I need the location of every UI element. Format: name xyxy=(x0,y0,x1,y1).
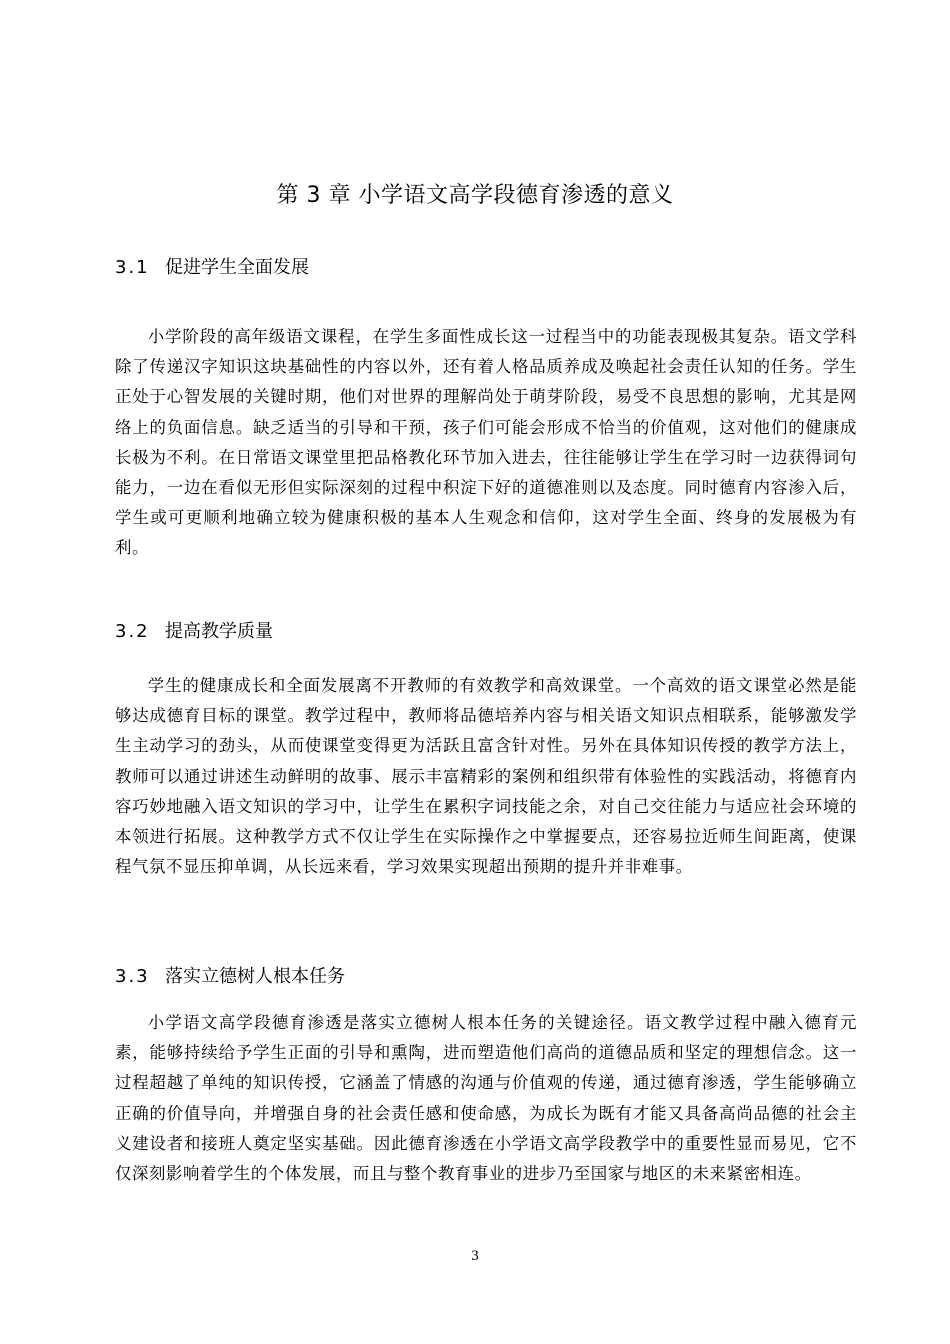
section-paragraph-3-1: 小学阶段的高年级语文课程，在学生多面性成长这一过程当中的功能表现极其复杂。语文学科除了传递汉字知识这块基础性的内容以外，还有着人格品质养成及唤起社会责任认知的任务。学生正处于心智发展的关键时期，他们对世界的理解尚处于萌芽阶段，易受不良思想的影响，尤其是网络上的负面信息。缺乏适当的引导和干预，孩子们可能会形成不恰当的价值观，这对他们的健康成长极为不利。在日常语文课堂里把品格教化环节加入进去，往往能够让学生在学习时一边获得词句能力，一边在看似无形但实际深刻的过程中积淀下好的道德准则以及态度。同时德育内容渗入后，学生或可更顺利地确立较为健康积极的基本人生观念和信仰，这对学生全面、终身的发展极为有利。 xyxy=(115,327,857,558)
section-title: 促进学生全面发展 xyxy=(165,257,309,278)
section-paragraph-3-3: 小学语文高学段德育渗透是落实立德树人根本任务的关键途径。语文教学过程中融入德育元素，能够持续给予学生正面的引导和熏陶，进而塑造他们高尚的道德品质和坚定的理想信念。这一过程超越了单纯的知识传授，它涵盖了情感的沟通与价值观的传递，通过德育渗透，学生能够确立正确的价值导向，并增强自身的社会责任感和使命感，为成长为既有才能又具备高尚品德的社会主义建设者和接班人奠定坚实基础。因此德育渗透在小学语文高学段教学中的重要性显而易见，它不仅深刻影响着学生的个体发展，而且与整个教育事业的进步乃至国家与地区的未来紧密相连。 xyxy=(115,1013,857,1184)
section-number: 3.2 xyxy=(115,621,150,642)
section-title: 落实立德树人根本任务 xyxy=(165,966,345,987)
section-heading-3-1 xyxy=(115,253,309,283)
section-title: 提高教学质量 xyxy=(165,621,273,642)
chapter-title: 第 3 章 小学语文高学段德育渗透的意义 xyxy=(276,183,674,208)
section-heading-3-3 xyxy=(115,962,345,992)
page-number: 3 xyxy=(471,1248,479,1264)
section-number: 3.1 xyxy=(115,257,150,278)
section-heading-3-2 xyxy=(115,617,273,647)
section-number: 3.3 xyxy=(115,966,150,987)
section-paragraph-3-2: 学生的健康成长和全面发展离不开教师的有效教学和高效课堂。一个高效的语文课堂必然是能够达成德育目标的课堂。教学过程中，教师将品德培养内容与相关语文知识点相联系，能够激发学生主动学习的劲头，从而使课堂变得更为活跃且富含针对性。另外在具体知识传授的教学方法上，教师可以通过讲述生动鲜明的故事、展示丰富精彩的案例和组织带有体验性的实践活动，将德育内容巧妙地融入语文知识的学习中，让学生在累积字词技能之余，对自己交往能力与适应社会环境的本领进行拓展。这种教学方式不仅让学生在实际操作之中掌握要点，还容易拉近师生间距离，使课程气氛不显压抑单调，从长远来看，学习效果实现超出预期的提升并非难事。 xyxy=(115,676,857,877)
